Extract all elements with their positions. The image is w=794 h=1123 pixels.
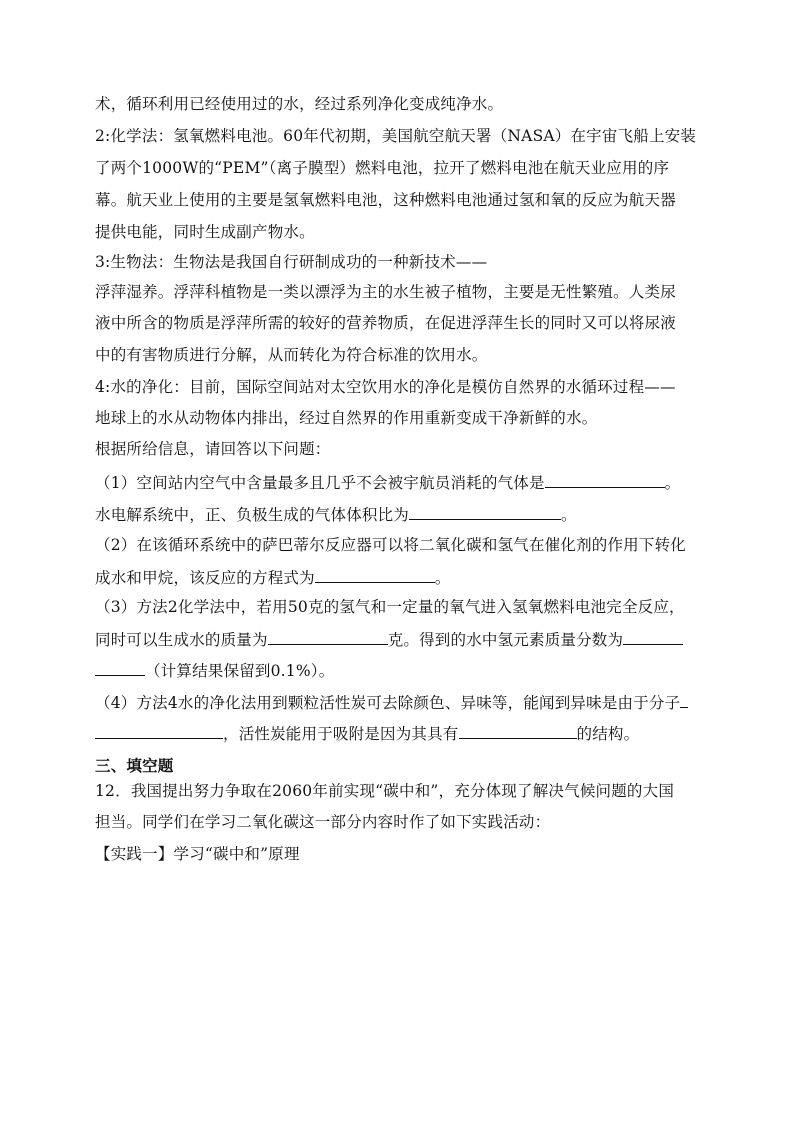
text-line: 3:生物法：生物法是我国自行研制成功的一种新技术—— <box>95 253 488 271</box>
text-line: 液中所含的物质是浮萍所需的较好的营养物质，在促进浮萍生长的同时又可以将尿液 <box>95 314 676 332</box>
text-line: 2:化学法：氢氧燃料电池。60年代初期，美国航空航天署（NASA）在宇宙飞船上安装 <box>95 127 697 145</box>
question-2b <box>95 566 451 588</box>
question-text: （4）方法4水的净化法用到颗粒活性炭可去除颜色、异味等，能闻到异味是由于分子 <box>95 694 681 712</box>
question-text: 克。得到的水中氢元素质量分数为 <box>387 631 624 649</box>
answer-blank[interactable] <box>623 628 683 645</box>
question-1b <box>95 503 577 525</box>
text-line: 中的有害物质进行分解，从而转化为符合标准的饮用水。 <box>95 346 488 364</box>
question-3c <box>95 659 334 681</box>
text-line: （3）方法2化学法中，若用50克的氢气和一定量的氧气进入氢氧燃料电池完全反应， <box>95 598 685 616</box>
text-line: 幕。航天业上使用的主要是氢氧燃料电池，这种燃料电池通过氢和氧的反应为航天器 <box>95 191 676 209</box>
text-line: 地球上的水从动物体内排出，经过自然界的作用重新变成干净新鲜的水。 <box>95 409 598 427</box>
answer-blank[interactable] <box>680 691 688 708</box>
question-4b <box>95 722 639 744</box>
answer-blank[interactable] <box>409 503 561 520</box>
answer-blank[interactable] <box>545 471 665 488</box>
answer-blank[interactable] <box>268 628 388 645</box>
text-line: 12．我国提出努力争取在2060年前实现“碳中和”，充分体现了解决气候问题的大国 <box>95 782 675 800</box>
answer-blank[interactable] <box>459 722 577 739</box>
question-1a <box>95 471 680 493</box>
text-line: 担当。同学们在学习二氧化碳这一部分内容时作了如下实践活动： <box>95 813 551 831</box>
question-text: 同时可以生成水的质量为 <box>95 631 268 649</box>
punctuation: 。 <box>434 569 451 587</box>
text-line: 根据所给信息，请回答以下问题： <box>95 440 331 458</box>
text-line: 术，循环利用已经使用过的水，经过系列净化变成纯净水。 <box>95 95 504 113</box>
question-text: 的结构。 <box>576 725 640 743</box>
text-line: 了两个1000W的“PEM”（离子膜型）燃料电池，拉开了燃料电池在航天业应用的序 <box>95 159 670 177</box>
question-text: （1）空间站内空气中含量最多且几乎不会被宇航员消耗的气体是 <box>95 474 545 492</box>
punctuation: 。 <box>664 474 681 492</box>
text-line: （2）在该循环系统中的萨巴蒂尔反应器可以将二氧化碳和氢气在催化剂的作用下转化 <box>95 536 686 554</box>
punctuation: 。 <box>561 506 577 524</box>
question-text: 水电解系统中，正、负极生成的气体体积比为 <box>95 506 410 524</box>
answer-blank[interactable] <box>95 659 145 676</box>
question-text: 成水和甲烷，该反应的方程式为 <box>95 569 315 587</box>
text-line: 浮萍湿养。浮萍科植物是一类以漂浮为主的水生被子植物，主要是无性繁殖。人类尿 <box>95 283 676 301</box>
answer-blank[interactable] <box>95 722 223 739</box>
text-line: 提供电能，同时生成副产物水。 <box>95 223 315 241</box>
text-line: 【实践一】学习“碳中和”原理 <box>95 845 300 863</box>
question-text: ，活性炭能用于吸附是因为其具有 <box>223 725 459 743</box>
question-4a <box>95 691 688 713</box>
question-3b <box>95 628 683 650</box>
answer-blank[interactable] <box>315 566 435 583</box>
question-text: （计算结果保留到0.1%）。 <box>145 662 335 680</box>
text-line: 4:水的净化：目前，国际空间站对太空饮用水的净化是模仿自然界的水循环过程—— <box>95 378 676 396</box>
section-heading: 三、填空题 <box>95 756 174 775</box>
